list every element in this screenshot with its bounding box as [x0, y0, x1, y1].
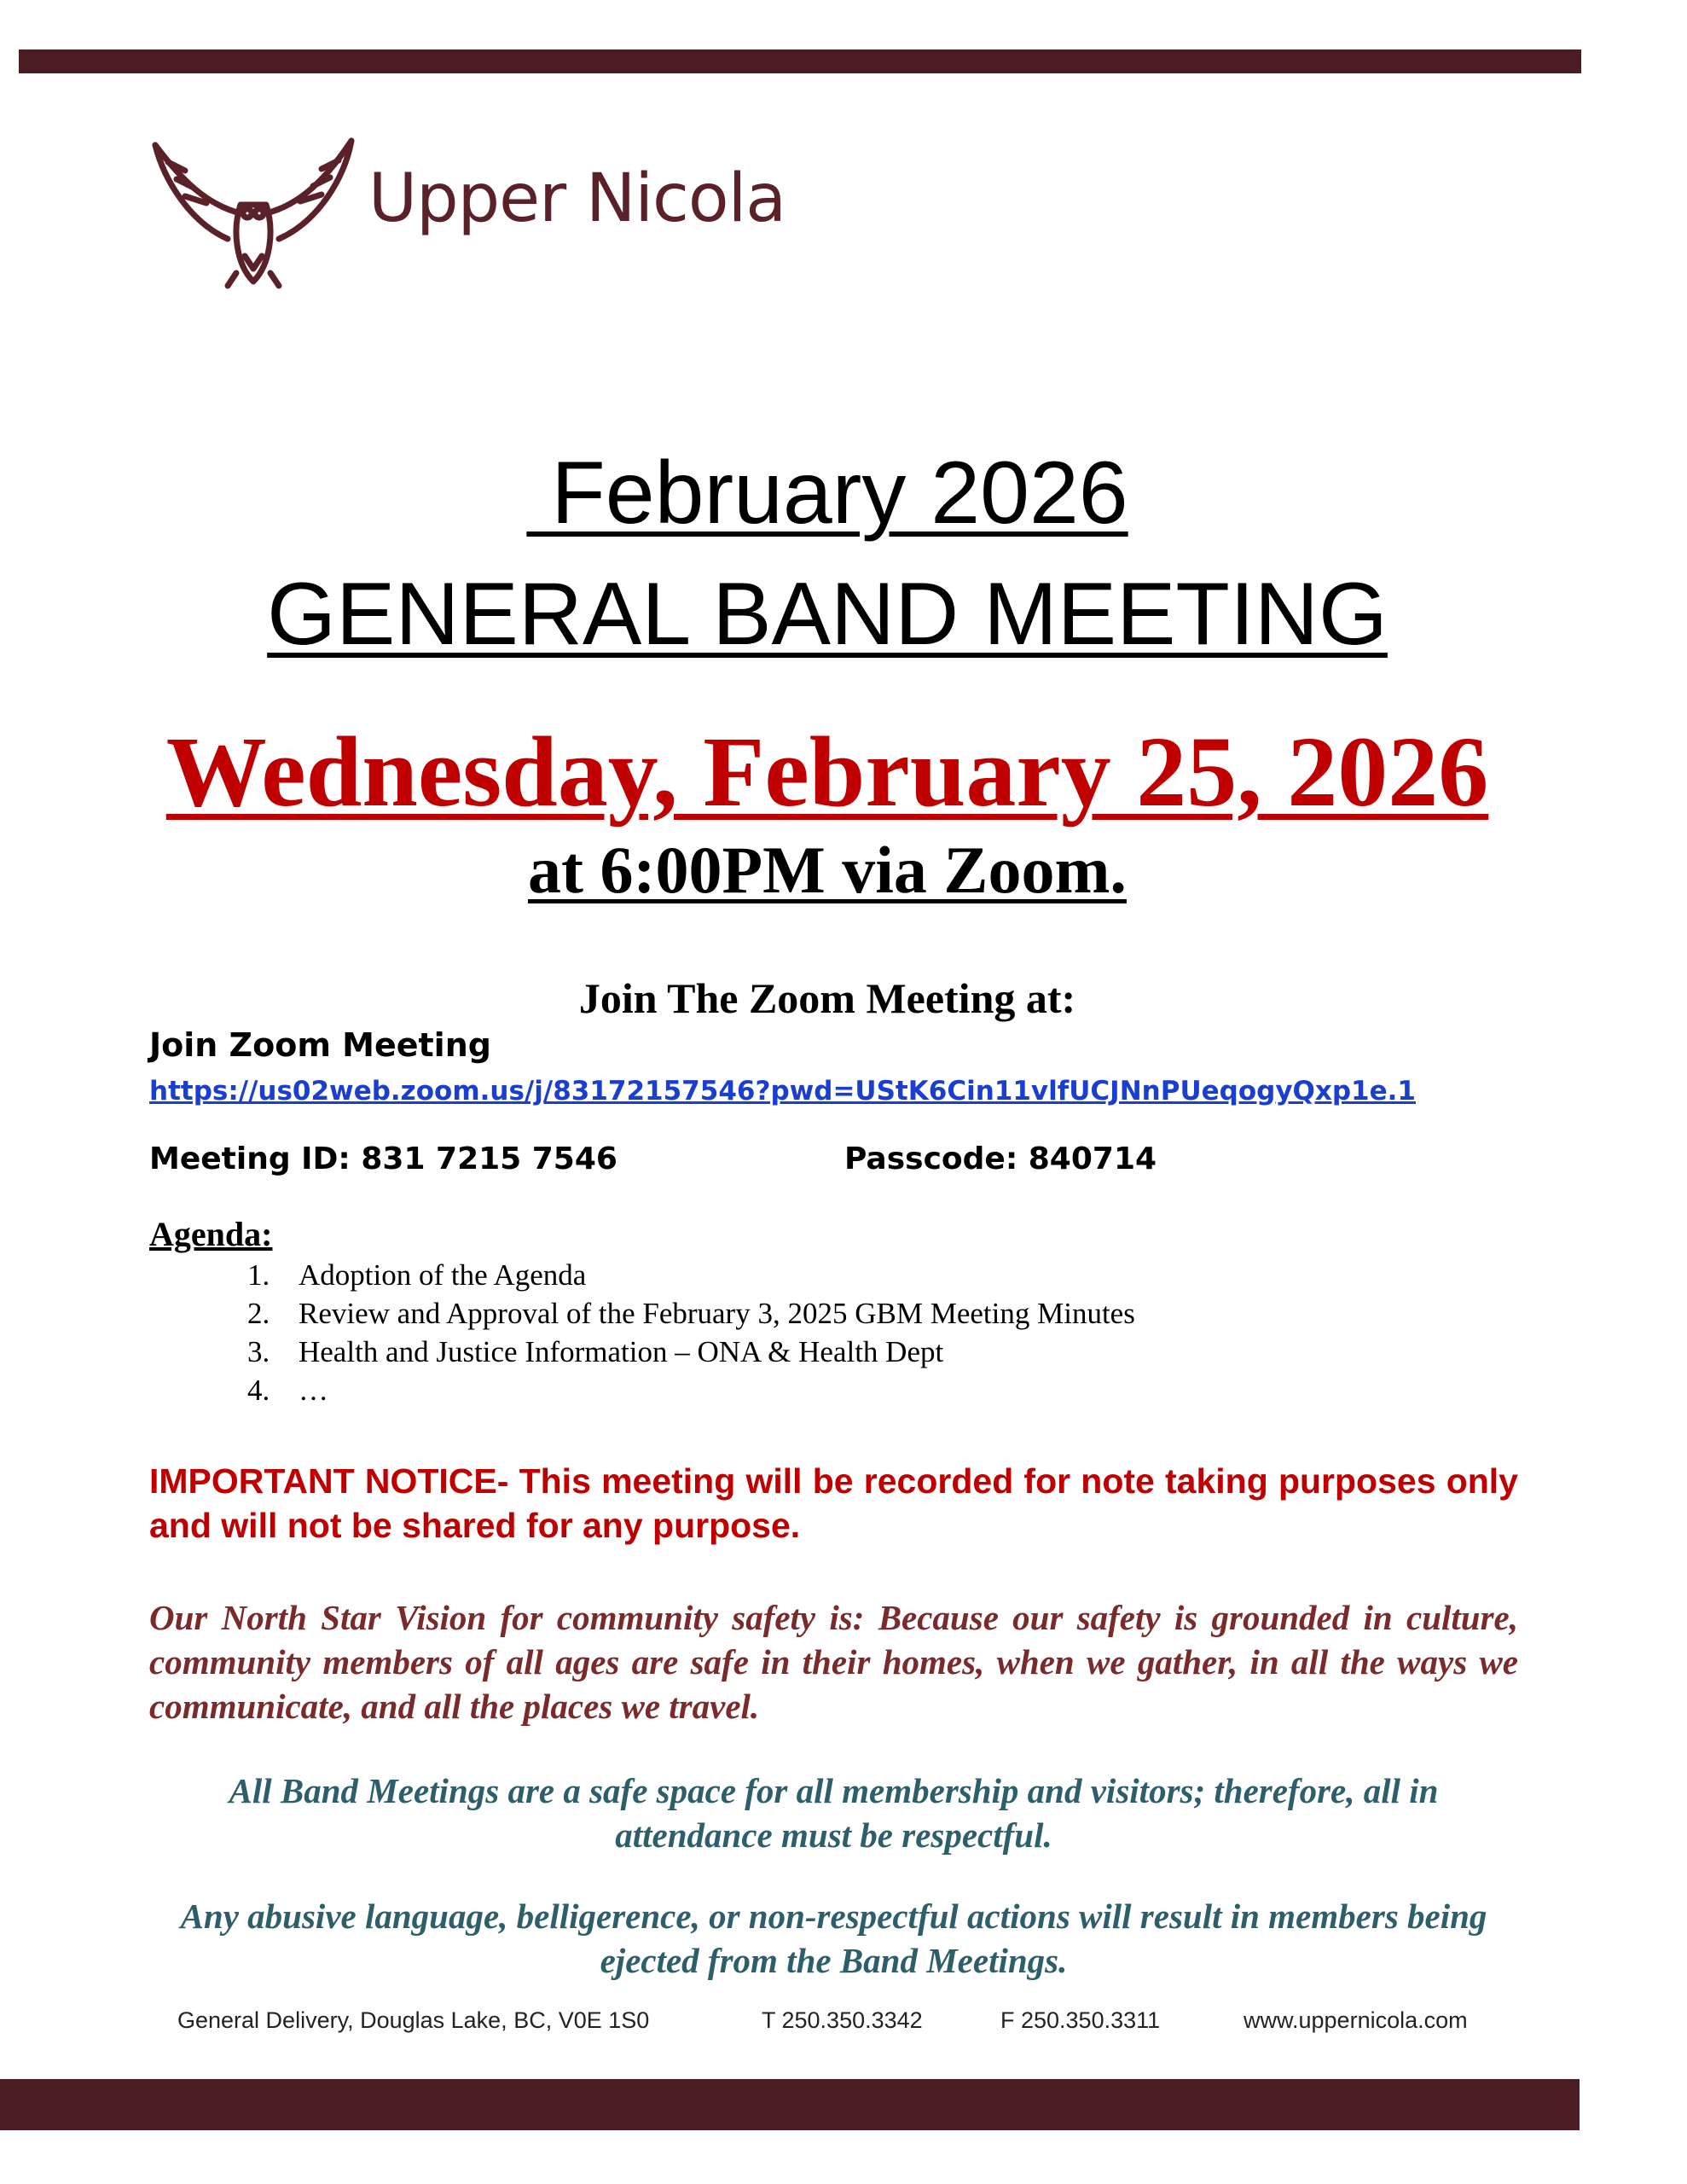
agenda-item: [247, 1294, 1135, 1333]
title-main: [0, 563, 1655, 665]
meeting-id: Meeting ID: 831 7215 7546: [149, 1141, 617, 1176]
upper-nicola-logo: [147, 128, 829, 290]
zoom-label: Join Zoom Meeting: [149, 1026, 491, 1064]
agenda-heading: Agenda:: [149, 1215, 273, 1253]
agenda-item: [247, 1371, 1135, 1409]
footer-fax: F 250.350.3311: [1000, 2007, 1161, 2033]
agenda-item-number: 2.: [247, 1297, 270, 1330]
important-notice: IMPORTANT NOTICE- This meeting will be recorded for note taking purposes only and will not be shared for any purpose.: [149, 1461, 1518, 1545]
agenda-list: [247, 1256, 1135, 1409]
owl-icon: [147, 128, 360, 290]
agenda-item-text: Health and Justice Information – ONA & Health Dept: [299, 1335, 944, 1368]
north-star-vision: Our North Star Vision for community safety is: Because our safety is grounded in culture, community members of all ages are safe in their homes, when we gather, in all the ways we communicate, and all the places we travel.: [149, 1598, 1518, 1726]
meeting-time: [0, 829, 1655, 911]
title-month-text: February 2026: [526, 444, 1128, 543]
title-main-text: GENERAL BAND MEETING: [267, 565, 1388, 664]
agenda-item-number: 4.: [247, 1374, 270, 1407]
agenda-item-number: 1.: [247, 1258, 270, 1292]
agenda-item-text: Review and Approval of the February 3, 2025 GBM Meeting Minutes: [299, 1297, 1135, 1330]
meeting-time-text: at 6:00PM via Zoom.: [528, 833, 1127, 907]
abuse-warning: Any abusive language, belligerence, or non-respectful actions will result in members being ejected from the Band Meetings.: [180, 1896, 1487, 1980]
footer-address: General Delivery, Douglas Lake, BC, V0E 1S0: [177, 2007, 650, 2033]
agenda-item-text: Adoption of the Agenda: [299, 1258, 587, 1292]
footer-phone: T 250.350.3342: [762, 2007, 923, 2033]
meeting-date: [0, 717, 1655, 828]
bottom-border-bar: [0, 2079, 1580, 2130]
agenda-item: [247, 1333, 1135, 1371]
footer-website[interactable]: www.uppernicola.com: [1244, 2007, 1468, 2033]
zoom-meeting-link[interactable]: https://us02web.zoom.us/j/83172157546?pwd=UStK6Cin11vlfUCJNnPUeqogyQxp1e.1: [149, 1076, 1417, 1107]
agenda-item-number: 3.: [247, 1335, 270, 1368]
agenda-item: [247, 1256, 1135, 1294]
top-border-bar: [19, 49, 1581, 73]
title-month: [0, 442, 1655, 544]
safe-space-statement: All Band Meetings are a safe space for all membership and visitors; therefore, all in attendance must be respectful.: [229, 1771, 1439, 1855]
join-heading: Join The Zoom Meeting at:: [578, 974, 1076, 1022]
passcode: Passcode: 840714: [844, 1141, 1157, 1176]
meeting-date-text: Wednesday, February 25, 2026: [165, 716, 1489, 828]
agenda-item-text: …: [299, 1374, 328, 1407]
logo-text: Upper Nicola: [368, 160, 786, 237]
